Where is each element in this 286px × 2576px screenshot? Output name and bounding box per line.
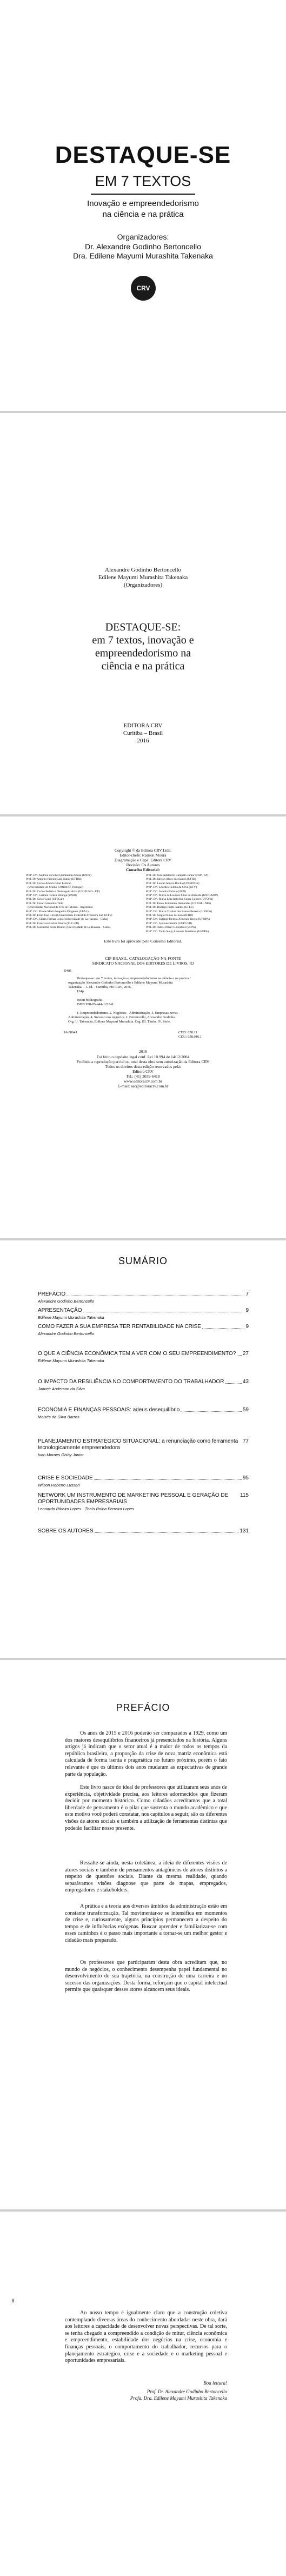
cover-organizer-1: Dr. Alexandre Godinho Bertoncello <box>85 242 201 251</box>
cip-entry-4: 134p. <box>77 990 85 993</box>
board-member: - (Universidad Nacional de Três de Febrero - Argentina) <box>26 906 93 909</box>
cip-code: D481 <box>64 969 72 973</box>
toc-entry-author: Alexandre Godinho Bertoncello <box>38 1331 94 1336</box>
preface-heading: PREFÁCIO <box>116 1702 170 1713</box>
copyright-line: Copyright © da Editora CRV Ltda. <box>115 848 171 853</box>
toc-entry-title: APRESENTAÇÃO <box>38 1307 82 1313</box>
title-page <box>0 413 286 814</box>
toc-entry[interactable] <box>38 1291 249 1304</box>
board-member: - (Universidade do Minho, UMINHO, Portugal) <box>26 886 83 889</box>
editor-line: Editor-chefe: Railson Moura <box>119 853 167 858</box>
cover-divider <box>91 194 195 195</box>
council-heading: Conselho Editorial: <box>126 867 160 872</box>
toc-entry-title: PLANEJAMENTO ESTRATÉGICO SITUACIONAL: a renunciação como ferramenta tecnologicamente empreendedora <box>38 1438 240 1451</box>
cover-organizer-2: Dra. Edilene Mayumi Murashita Takenaka <box>73 251 213 260</box>
cover-subtitle: EM 7 TEXTOS <box>95 173 191 189</box>
preface-paragraph: Os professores que participaram desta obra acreditam que, no mundo de negócios, o conhecimento desempenha papel fundamental no desenvolvimento de sua trajetória, na construção de uma carreira e no sucesso das organizações. Desta forma, reforçam que o capital intelectual permite que quaisquer desses atores alcancem seus ideais. <box>65 1960 227 1993</box>
toc-entry-author: Leonardo Ribeiro Lopes · Thaís Rolba Ferreira Lopes <box>38 1506 135 1511</box>
toc-leader-dots <box>66 1291 244 1296</box>
cip-entry-1: Destaque-se: em 7 textos, inovação e empreendedorismo na ciência e na prática / <box>77 977 191 980</box>
book-title-line: ciência e na prática <box>101 660 185 672</box>
board-member: Profª. Drª. Carmen Tereza Velanga (UNIR) <box>26 894 77 898</box>
legal-email: E-mail: sac@editoracrv.com.br <box>117 1084 169 1088</box>
book-title-line: DESTAQUE-SE: <box>105 621 181 633</box>
board-member: Profª. Drª. Tania Suely Azevedo Brasileiro (UFOPA) <box>146 930 209 933</box>
cip-subjects-2: Administração. 4. Sucesso nos negócios. I. Bertoncello, Alexandre Godinho. <box>68 1015 176 1019</box>
toc-entry-title-row <box>38 1475 249 1482</box>
toc-entry-page: 77 <box>242 1438 249 1444</box>
page-number: 8 <box>12 2298 15 2303</box>
toc-entry-page: 7 <box>245 1291 249 1297</box>
book-title-line: em 7 textos, inovação e <box>92 634 194 646</box>
board-column-left <box>26 874 142 930</box>
board-member: Prof. Dr. Jailson Alves dos Santos (UFRJ) <box>146 878 196 881</box>
board-member: Prof. Dr. Cesar Gerónimo Tello <box>26 901 64 905</box>
toc-leader-dots <box>237 1351 242 1356</box>
toc-entry-page: 115 <box>240 1492 249 1498</box>
board-member: Prof. Dr. Tadeu Oliver Gonçalves (UFPA) <box>146 926 196 930</box>
cip-entry-2: organização Alexandre Godinho Bertoncello e Edilene Mayumi Murashita <box>68 981 173 985</box>
crv-logo-icon <box>131 276 156 301</box>
board-member: Prof. Dr. Antônio Pereira Gaio Júnior (UFRRJ) <box>26 878 82 881</box>
board-member: Profª. Drª. Sydione Santos (UEPG PR) <box>146 921 192 925</box>
toc-entry-author: Alexandre Godinho Bertoncello <box>38 1299 94 1304</box>
design-line: Diagramação e Capa: Editora CRV <box>114 858 172 862</box>
cover-title: DESTAQUE-SE <box>55 142 231 168</box>
cover-tagline-1: Inovação e empreendedorismo <box>87 199 199 208</box>
author-1: Alexandre Godinho Bertoncello <box>104 567 182 573</box>
toc-entry-title-row <box>38 1324 249 1330</box>
closing-paragraph: Ao nosso tempo é igualmente claro que a construção coletiva contemplando diversas áreas do conhecimento abordadas neste obra, dará aos leitores a capacidade de desenvolver novas perspectivas. De tal sorte, se tenha chegado a compreendido a condição de mitur, ciência econômica e empreendimento, estabilidade dos negócios na crise, economia e finanças pessoais, o comportamento do trabalhador, recursos para o planejamento estratégico, crise e a sociedade e o marketing pessoal e oportunidades empresariais. <box>65 2310 227 2364</box>
toc-entry-title-row <box>38 1438 249 1451</box>
cip-subjects-3: Org. II. Takenaka, Edilene Mayumi Murashita. Org. III. Título. IV. Série. <box>68 1020 171 1024</box>
toc-leader-dots <box>95 1528 239 1533</box>
book-title-line: empreendedorismo na <box>95 647 191 659</box>
cover-tagline-2: na ciência e na prática <box>102 210 184 219</box>
board-member: Prof. Dr. Rodrigo Pratte-Santos (UFES) <box>146 906 194 909</box>
closing-greeting: Boa leitura! <box>203 2380 227 2386</box>
toc-leader-dots <box>202 1324 245 1329</box>
cip-heading-2: SINDICATO NACIONAL DOS EDITORES DE LIVROS, RJ <box>92 961 194 966</box>
cip-heading-1: CIP-BRASIL. CATALOGAÇÃO-NA-FONTE <box>105 956 181 961</box>
board-member: Profª. Drª. Andréia da Silva Quintanilha Sousa (UNIR) <box>26 874 91 877</box>
preface-paragraph: Este livro nasce do ideal de professores que utilizaram seus anos de experiência, objetividade precisa, aos leitores adormecidos que fizeram decidir por momento histórico. Como cidadãos acreditamos que a total liberdade de pensamento é o pilar que sustenta o mundo acadêmico e que este motivo você poderá constatar, nos capítulos a seguir, são os diferentes visões de atores sociais e também a utilização de ferramentas distintas que poderão facilitar nosso presente. <box>65 1784 227 1831</box>
cip-ref-3: CDU: 658.016.1 <box>178 1035 202 1039</box>
toc-entry-page: 131 <box>240 1528 249 1534</box>
peer-review-note: Este livro foi aprovado pelo Conselho Editorial. <box>104 939 182 944</box>
summary-heading: SUMÁRIO <box>118 1256 168 1266</box>
board-member: Prof. Dr. João Adalberto Campato Junior (FAP - SP) <box>146 874 209 877</box>
preface-paragraph: Os anos de 2015 e 2016 poderão ser comparados a 1929, como um dos maiores desequilíbrios financeiros já presenciados na história. Alguns artigos já indicam que o setor atual é a maior de todos os tempos da república brasileira, a proporção da crise de nova matriz econômica está calculada de forma isenta e pragmática no futuro próximo, porém o fato relevante é que os últimos dois anos mudaram as expectativas de grande parte da população. <box>65 1730 227 1777</box>
toc-entry[interactable] <box>38 1307 249 1320</box>
toc-entry-title: O QUE A CIÊNCIA ECONÔMICA TEM A VER COM O SEU EMPREENDIMENTO? <box>38 1351 236 1357</box>
toc-entry-page: 59 <box>242 1407 249 1413</box>
board-member: Prof. Dr. Paulo Romualdo Hernandes (UNIFAL - MG) <box>146 901 211 905</box>
cip-subjects-1: 1. Empreendedorismo. 2. Negócios - Administração. 3. Empresas novas - <box>77 1011 180 1015</box>
legal-phone: Tel.: (41) 3039-6418 <box>126 1074 160 1079</box>
board-member: Prof. Dr. Celso Conti (UFSCar) <box>26 898 64 901</box>
legal-website: www.editoracrv.com.br <box>124 1079 162 1084</box>
toc-entry-page: 9 <box>245 1307 249 1313</box>
organizers-note: (Organizadores) <box>123 582 163 588</box>
board-member: Prof. Dr. Sérgio Nunes de Jesus (IFRO) <box>146 914 194 918</box>
toc-entry-author: Edilene Mayumi Murashita Takenaka <box>38 1358 104 1363</box>
toc-entry-title-row <box>38 1307 249 1314</box>
board-member: Prof. Dr. Carlos Alberto Vilar Estêvão <box>26 881 71 885</box>
board-member: Prof. Dr. Leonel Severo Rocha (UNISINOS) <box>146 881 199 885</box>
toc-entry-title-row <box>38 1351 249 1357</box>
toc-entry-title: COMO FAZER A SUA EMPRESA TER RENTABILIDADE NA CRISE <box>38 1324 201 1330</box>
legal-reproduction: Proibida a reprodução parcial ou total desta obra sem autorização da Editora CRV <box>76 1059 210 1064</box>
board-member: Profª. Drª. Maria Cristina dos Santos Bezerra (UFSCar) <box>146 909 212 913</box>
toc-entry-title-row <box>38 1379 249 1385</box>
board-column-right <box>146 874 262 934</box>
toc-entry-page: 9 <box>245 1324 249 1330</box>
signature-2: Profa. Dra. Edilene Mayumi Murashita Takenaka <box>130 2395 227 2401</box>
toc-entry-title-row <box>38 1407 249 1413</box>
toc-entry-page: 27 <box>242 1351 249 1357</box>
toc-entry[interactable] <box>38 1492 249 1511</box>
publisher-name: EDITORA CRV <box>123 722 163 729</box>
toc-leader-dots <box>83 1307 245 1312</box>
board-member: Profª. Drª. Solange Helena Ximenes-Rocha (UFOPA) <box>146 918 210 921</box>
board-member: Profª. Drª. Maria de Lourdes Pinto de Almeida (UNICAMP) <box>146 894 218 898</box>
author-2: Edilene Mayumi Murashita Takenaka <box>98 574 188 581</box>
signature-1: Prof. Dr. Alexandre Godinho Bertoncello <box>147 2389 227 2394</box>
catalog-date: 2016 <box>139 1049 147 1054</box>
board-member: Prof. Dr. Guillermo Arias Beatón (Universidade de La Havana – Cuba) <box>26 926 111 930</box>
toc-entry-author: Jaimeir Anderson da Silva <box>38 1386 85 1391</box>
toc-entry-page: 43 <box>242 1379 249 1385</box>
cip-ref-2: CDD: 658.11 <box>178 1031 197 1034</box>
toc-entry[interactable] <box>38 1528 249 1535</box>
toc-entry[interactable] <box>38 1475 249 1488</box>
toc-entry[interactable] <box>38 1407 249 1419</box>
cip-isbn: ISBN 978-85-444-1223-8 <box>77 1002 114 1006</box>
toc-entry-title: NETWORK UM INSTRUMENTO DE MARKETING PESSOAL E GERAÇÃO DE OPORTUNIDADES EMPRESARIAIS <box>38 1492 230 1505</box>
toc-entry-title: SOBRE OS AUTORES <box>38 1528 94 1534</box>
revision-line: Revisão: Os Autores <box>126 862 160 867</box>
toc-leader-dots <box>225 1379 242 1384</box>
legal-rights: Todos os direitos desta edição reservados pela: <box>105 1064 181 1069</box>
cip-ref-1: 16-38641 <box>64 1031 77 1034</box>
toc-entry-title: O IMPACTO DA RESILIÊNCIA NO COMPORTAMENTO DO TRABALHADOR <box>38 1379 224 1385</box>
legal-deposit: Foi feito o depósito legal conf. Lei 10.994 de 14/12/2004 <box>96 1054 190 1059</box>
toc-entry[interactable] <box>38 1324 249 1336</box>
toc-entry[interactable] <box>38 1351 249 1363</box>
board-member: Prof. Dr. Élsio José Corá (Universidade Federal da Fronteira Sul, UFFS) <box>26 914 112 918</box>
cip-bibliography: Inclui bibliografia <box>77 998 103 1002</box>
publication-year: 2016 <box>137 738 149 744</box>
board-member: Profª. Drª. Elione Maria Nogueira Diogenes (UFAL) <box>26 909 89 913</box>
toc-entry-author: Edilene Mayumi Murashita Takenaka <box>38 1315 104 1320</box>
cip-entry-3: Takenaka. - 1. ed. - Curitiba, PR: CRV, 2016. <box>68 985 132 989</box>
toc-entry-author: Moisés da Silva Barros <box>38 1415 79 1419</box>
legal-publisher: Editora CRV <box>132 1069 154 1074</box>
board-member: Profª. Drª. Lourdes Helena da Silva (UFV) <box>146 886 197 889</box>
board-member: Profª. Drª. Gloria Fariñas León (Universidade de La Havana – Cuba) <box>26 918 108 921</box>
toc-entry[interactable] <box>38 1438 249 1457</box>
toc-entry-author: Ivan Moraes Gisby Junior <box>38 1452 84 1457</box>
preface-paragraph: A prática e a teoria aos diversos âmbitos da administração estão em constante transformação. Tal movimentar-se se intensifica em momentos de crise e, curiosamente, alguns princípios permanecem a despeito do tempo e de influências exógenas. Buscar aprender e familiarizar-se com esses caminhos é o passo mais importante a tornar-se um melhor gestor e cidadão mais preparado. <box>65 1903 227 1943</box>
toc-entry-title-row <box>38 1528 249 1535</box>
toc-entry-title: CRISE E SOCIEDADE <box>38 1475 93 1481</box>
cover-organizers-heading: Organizadores: <box>117 233 169 241</box>
toc-entry-title-row <box>38 1291 249 1298</box>
board-member: Profª. Drª. Josania Portela (UFPI) <box>146 889 186 893</box>
crv-logo-text: CRV <box>136 284 150 292</box>
board-member: Prof. Dr. Carlos Federico Dominguez Avila (UNIEURO - DF) <box>26 889 100 893</box>
preface-paragraph: Ressalte-se ainda, nesta coletânea, a ideia de diferentes visões de atores sociais e também de pensamentos antagônicos de atores distintos a respeito de questões sociais. Diante da mesma realidade, quando separávamos visões diagnose que parte de mapas, empregados, empregadores e stakeholders. <box>65 1860 227 1894</box>
toc-entry-page: 95 <box>242 1475 249 1481</box>
toc-entry-title: PREFÁCIO <box>38 1291 66 1297</box>
board-member: Profª. Drª. Maria Lília Imbiriba Sousa Colares (UFOPA) <box>146 898 214 901</box>
publisher-city: Curitiba – Brasil <box>123 730 163 736</box>
toc-entry-title: ECONOMIA E FINANÇAS PESSOAIS: adeus desequilíbrio <box>38 1407 180 1413</box>
toc-entry-author: Wilson Roberto Lussari <box>38 1483 80 1488</box>
toc-leader-dots <box>94 1475 242 1480</box>
toc-entry-title-row <box>38 1492 249 1505</box>
toc-entry[interactable] <box>38 1379 249 1391</box>
board-member: Prof. Dr. Francisco Carlos Duarte (PUC-PR) <box>26 921 79 925</box>
toc-leader-dots <box>181 1407 242 1412</box>
